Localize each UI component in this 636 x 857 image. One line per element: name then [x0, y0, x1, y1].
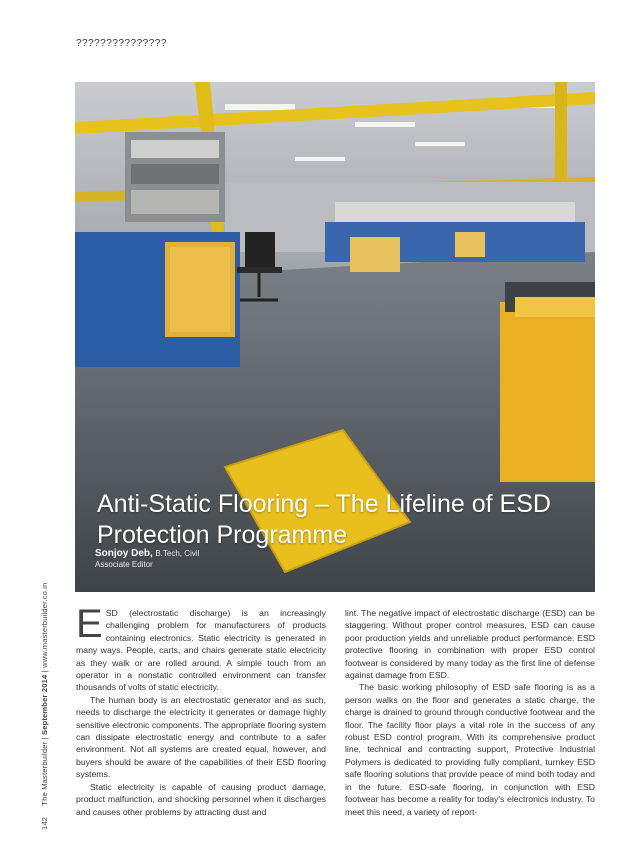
issue-date: September 2014	[40, 674, 49, 735]
byline	[95, 548, 199, 570]
running-header: ???????????????	[76, 38, 167, 49]
paragraph: The basic working philosophy of ESD safe flooring is as a person walks on the floor and generates a static charge, the charge is drained to ground through conductive footwear and the floor. The facility floor plays a vital role in the success of any robust ESD control program. With its comprehensive product line, technical and contracting support, Protective Industrial Polymers is dedicated to providing fully compliant, turnkey ESD safe flooring solutions that provide peace of mind both today and in the future. ESD-safe flooring, in conjunction with ESD footwear has become a reality for today's electronics industry. To meet this need, a variety of report-	[345, 682, 595, 817]
website-url: | www.masterbuilder.co.in	[40, 582, 49, 673]
paragraph: Static electricity is capable of causing product damage, product malfunction, and shocking personnel when it discharges and causes other problems by attracting dust and	[76, 781, 326, 817]
side-folio	[40, 582, 49, 830]
paragraph: lint. The negative impact of electrostatic discharge (ESD) can be staggering. Without proper control measures, ESD can cause poor production yields and unreliable product performance. ESD protective flooring in combination with proper ESD control footwear is considered by many today as the first line of defense against damage from ESD.	[345, 608, 595, 681]
author-credentials: B.Tech, Civil	[155, 549, 200, 558]
author-name: Sonjoy Deb,	[95, 548, 153, 559]
drop-cap: E	[76, 602, 103, 646]
article-column-2	[345, 607, 595, 818]
publication-name: The Masterbuilder |	[40, 737, 49, 806]
article-title: Anti-Static Flooring – The Lifeline of ESD Protection Programme	[97, 489, 551, 549]
hero-photo	[75, 82, 595, 592]
author-role: Associate Editor	[95, 560, 153, 569]
page-number: 142	[40, 816, 49, 830]
article-column-1	[76, 602, 326, 818]
paragraph: ESD (electrostatic discharge) is an increasingly challenging problem for manufacturers of products containing electronics. Static electricity is generated in many ways. People, carts, and chairs generate static electricity as they walk or are rolled around. A simple touch from an operator in a nonstatic controlled environment can transfer thousands of volts of static electricity.	[76, 602, 326, 693]
paragraph: The human body is an electrostatic generator and as such, needs to discharge the electricity it generates or damage highly sensitive electronic components. The appropriate flooring system can dissipate electrostatic energy and contribute to a safer environment. Not all systems are created equal, however, and buyers should be aware of the capabilities of their ESD flooring systems.	[76, 694, 326, 780]
